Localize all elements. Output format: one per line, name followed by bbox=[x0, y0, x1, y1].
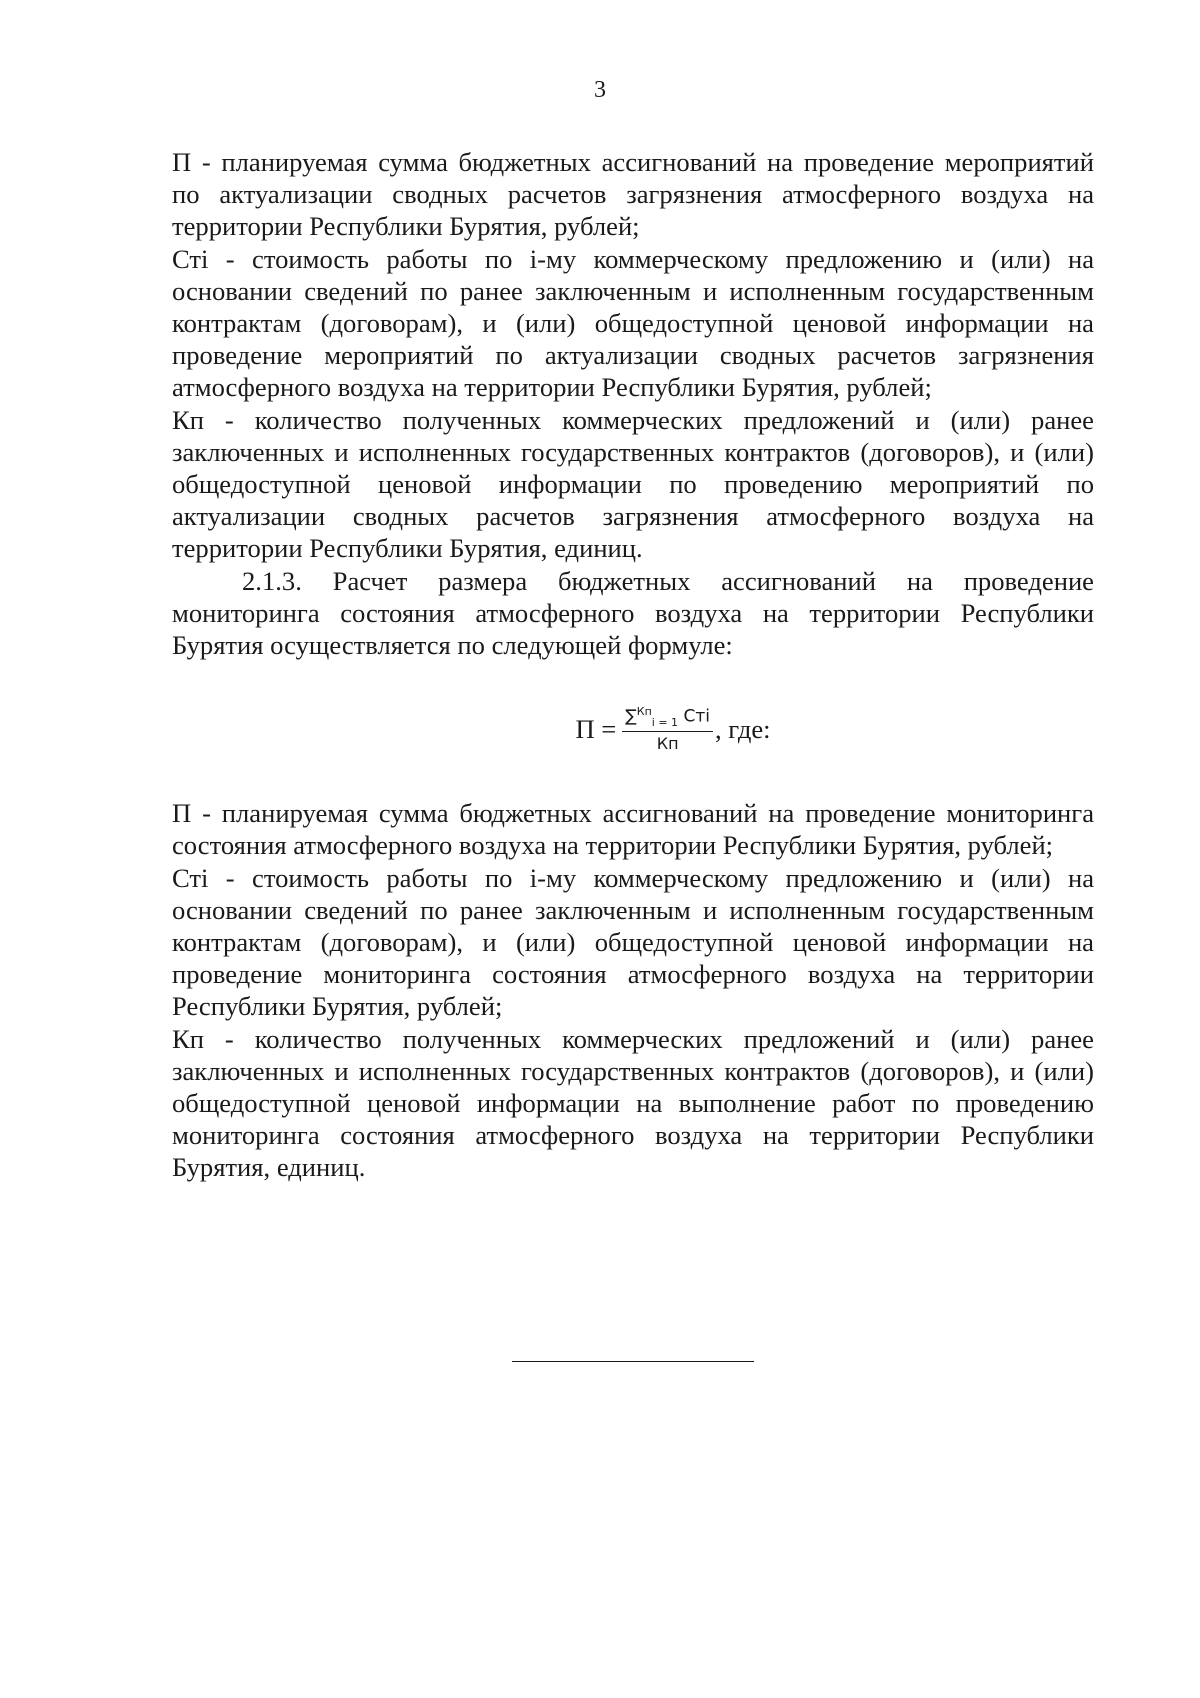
formula-denominator: Кп bbox=[656, 734, 679, 754]
paragraph-p-definition-2: П - планируемая сумма бюджетных ассигнований на проведение мониторинга состояния атмосферного воздуха на территории Республики Бурятия, рублей; bbox=[172, 798, 1094, 861]
formula-fraction bbox=[622, 706, 713, 752]
paragraph-cti-definition-2: Стi - стоимость работы по i-му коммерческому предложению и (или) на основании сведений по ранее заключенным и исполненным государственным контрактам (договорам), и (или) общедоступной ценовой информации на проведение мониторинга состояния атмосферного воздуха на территории Республики Бурятия, рублей; bbox=[172, 862, 1094, 1022]
document-body bbox=[172, 146, 1094, 1184]
formula bbox=[172, 661, 1094, 797]
sum-symbol: ∑ bbox=[625, 706, 637, 727]
formula-suffix: , где: bbox=[714, 714, 771, 745]
sum-upper-limit: Кп bbox=[636, 705, 652, 719]
paragraph-p-definition-1: П - планируемая сумма бюджетных ассигнований на проведение мероприятий по актуализации сводных расчетов загрязнения атмосферного воздуха на территории Республики Бурятия, рублей; bbox=[172, 147, 1094, 242]
page-number: 3 bbox=[594, 77, 606, 103]
section-paragraph-2-1-3: 2.1.3. Расчет размера бюджетных ассигнований на проведение мониторинга состояния атмосферного воздуха на территории Республики Бурятия осуществляется по следующей формуле: bbox=[172, 565, 1094, 661]
formula-numerator bbox=[622, 706, 713, 732]
end-divider-line bbox=[512, 1361, 754, 1362]
formula-summand: Стi bbox=[683, 706, 710, 727]
paragraph-kp-definition-1: Кп - количество полученных коммерческих предложений и (или) ранее заключенных и исполненных государственных контрактов (договоров), и (или) общедоступной ценовой информации по проведению мероприятий по актуализации сводных расчетов загрязнения атмосферного воздуха на территории Республики Бурятия, единиц. bbox=[172, 404, 1094, 564]
paragraph-cti-definition-1: Стi - стоимость работы по i-му коммерческому предложению и (или) на основании сведений по ранее заключенным и исполненным государственным контрактам (договорам), и (или) общедоступной ценовой информации на проведение мероприятий по актуализации сводных расчетов загрязнения атмосферного воздуха на территории Республики Бурятия, рублей; bbox=[172, 243, 1094, 403]
paragraph-kp-definition-2: Кп - количество полученных коммерческих предложений и (или) ранее заключенных и исполненных государственных контрактов (договоров), и (или) общедоступной ценовой информации на выполнение работ по проведению мониторинга состояния атмосферного воздуха на территории Республики Бурятия, единиц. bbox=[172, 1023, 1094, 1183]
formula-expression bbox=[575, 706, 770, 752]
formula-lhs: П = bbox=[575, 714, 617, 745]
sum-lower-limit: i = 1 bbox=[651, 716, 679, 730]
